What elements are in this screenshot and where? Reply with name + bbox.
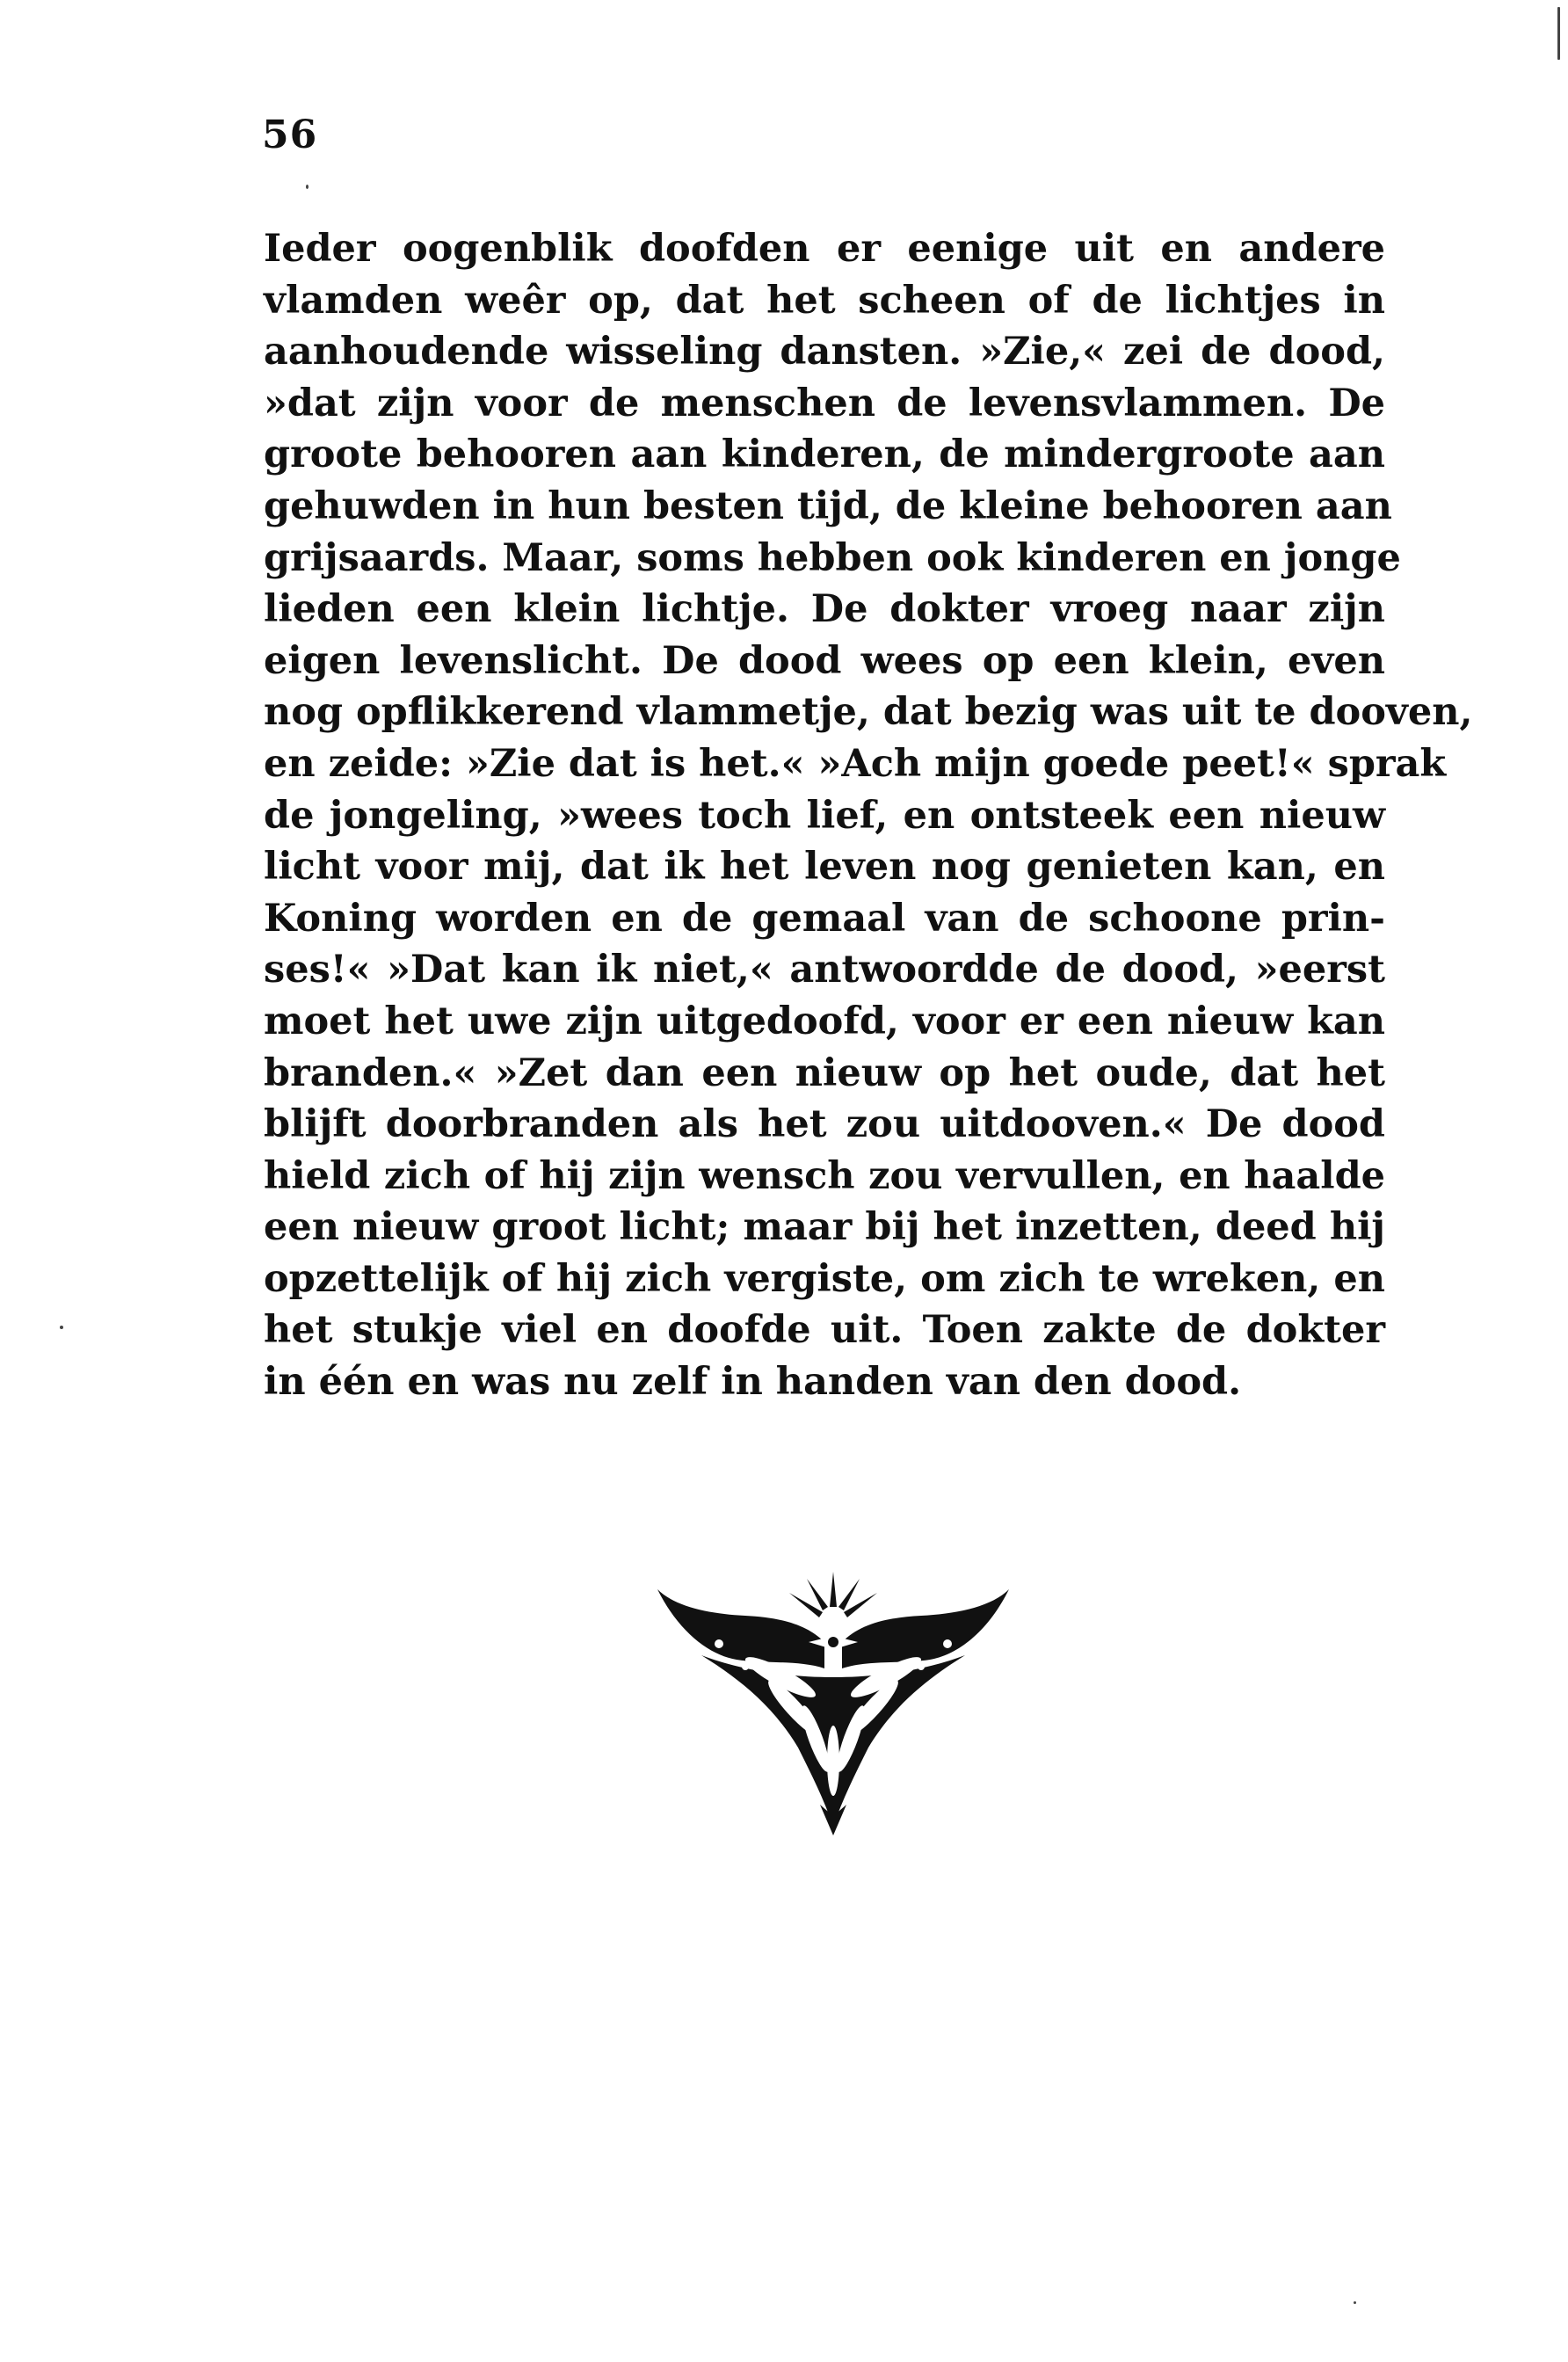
text-line: het stukje viel en doofde uit. Toen zakte de dokter (264, 1308, 1385, 1353)
text-line: Koning worden en de gemaal van de schoone prin- (264, 896, 1385, 941)
body-text (264, 223, 1473, 1408)
text-line: een nieuw groot licht; maar bij het inzetten, deed hij (264, 1205, 1385, 1250)
text-line: vlamden weêr op, dat het scheen of de lichtjes in (264, 278, 1385, 323)
text-line: aanhoudende wisseling dansten. »Zie,« zei de dood, (264, 330, 1385, 374)
text-line: opzettelijk of hij zich vergiste, om zich te wreken, en (264, 1256, 1385, 1301)
text-line: hield zich of hij zijn wensch zou vervullen, en haalde (264, 1153, 1385, 1198)
scan-speck (1354, 2301, 1356, 2304)
text-line: ses!« »Dat kan ik niet,« antwoordde de dood, »eerst (264, 948, 1385, 992)
floral-tailpiece-icon (649, 1572, 1018, 1835)
scan-speck (306, 185, 309, 189)
text-line: eigen levenslicht. De dood wees op een klein, even (264, 638, 1385, 683)
text-line: licht voor mij, dat ik het leven nog genieten kan, en (264, 845, 1385, 890)
text-line: Ieder oogenblik doofden er eenige uit en andere (264, 227, 1385, 271)
text-line: lieden een klein lichtje. De dokter vroeg naar zijn (264, 587, 1385, 632)
text-line: groote behooren aan kinderen, de mindergroote aan (264, 432, 1385, 477)
text-line: moet het uwe zijn uitgedoofd, voor er een nieuw kan (264, 999, 1385, 1043)
text-line: de jongeling, »wees toch lief, en ontsteek een nieuw (264, 793, 1385, 838)
text-line: nog opflikkerend vlammetje, dat bezig was uit te dooven, (264, 690, 1473, 735)
text-line: in één en was nu zelf in handen van den dood. (264, 1360, 1242, 1405)
scan-speck (60, 1326, 63, 1329)
text-line: grijsaards. Maar, soms hebben ook kinderen en jonge (264, 535, 1401, 580)
text-line: »dat zijn voor de menschen de levensvlammen. De (264, 381, 1385, 425)
scan-speck (1557, 7, 1560, 60)
page-number: 56 (262, 113, 318, 157)
text-line: branden.« »Zet dan een nieuw op het oude, dat het (264, 1050, 1385, 1095)
text-line: gehuwden in hun besten tijd, de kleine behooren aan (264, 483, 1392, 528)
text-line: blijft doorbranden als het zou uitdooven.« De dood (264, 1102, 1385, 1147)
text-line: en zeide: »Zie dat is het.« »Ach mijn goede peet!« sprak (264, 741, 1447, 786)
